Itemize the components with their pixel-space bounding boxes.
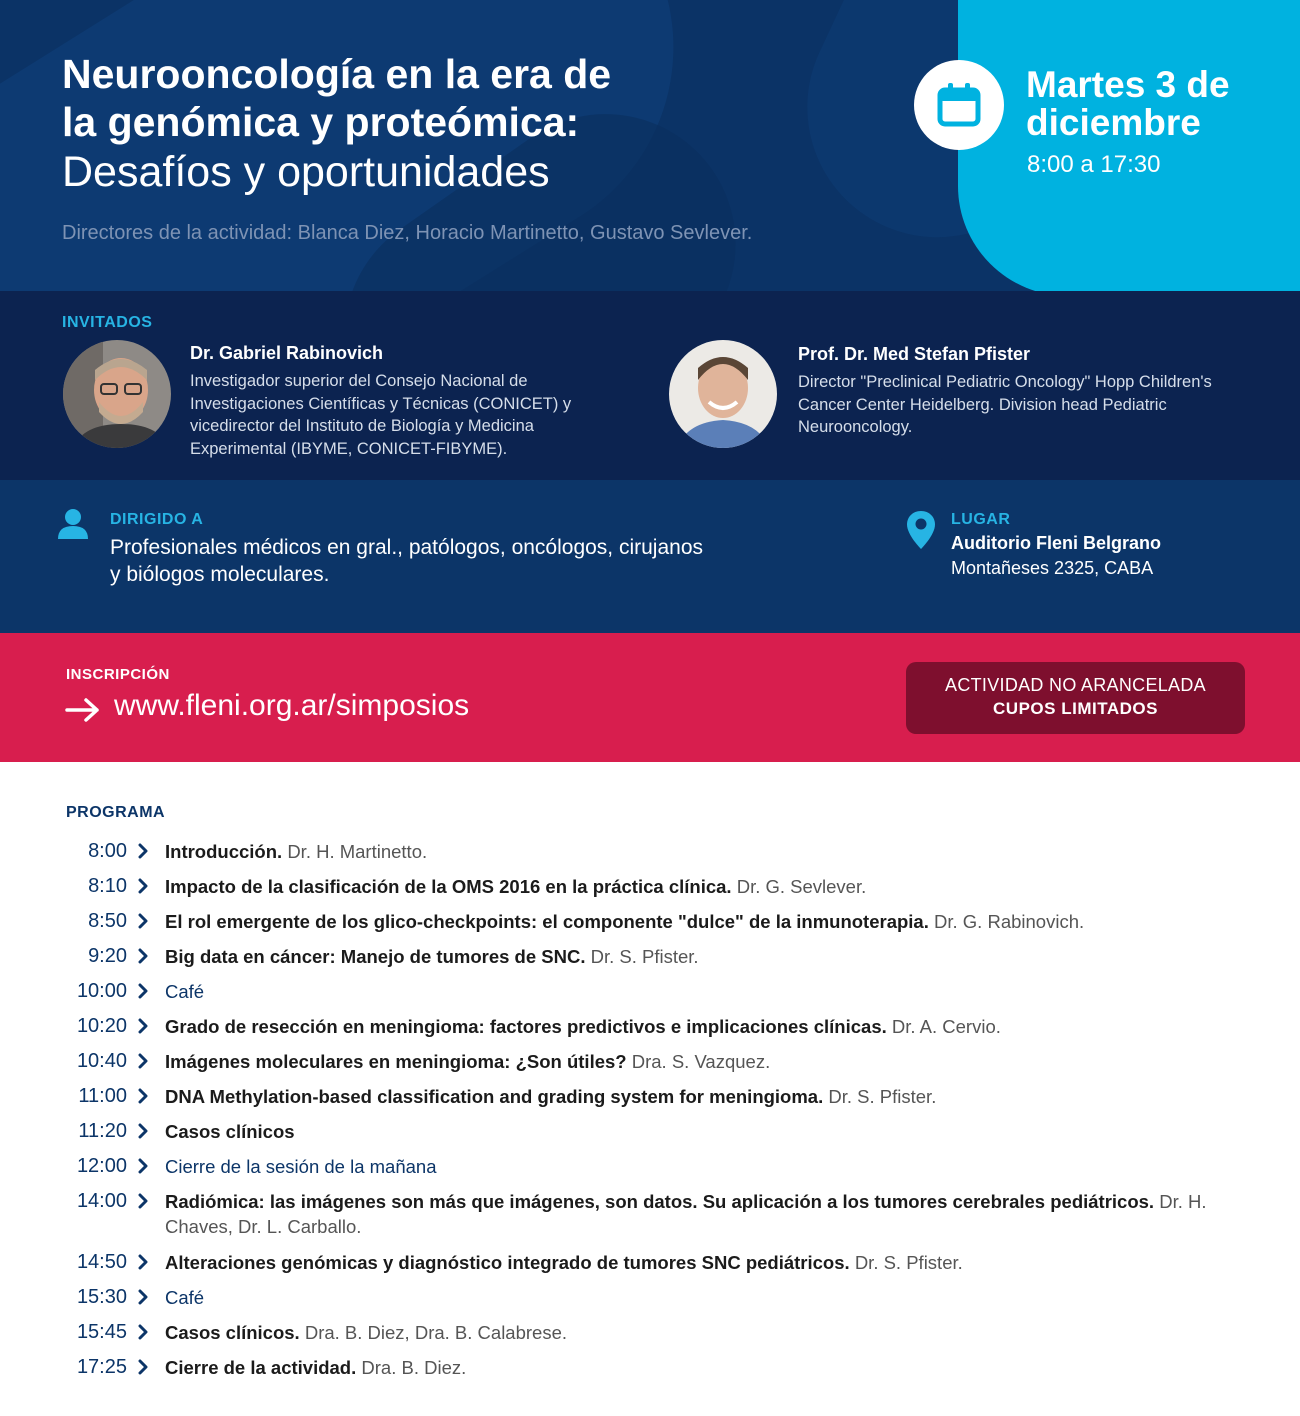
guests-label: INVITADOS: [62, 314, 153, 331]
registration-label: INSCRIPCIÓN: [66, 666, 170, 683]
program-time: 9:20: [88, 945, 127, 967]
program-item: [0, 1247, 1300, 1282]
chevron-right-icon: [127, 1081, 165, 1109]
program-entry: [165, 976, 1245, 1004]
program-item: [0, 1011, 1300, 1046]
program-title: Introducción.: [165, 841, 283, 862]
program-item: [0, 1116, 1300, 1151]
program-item: [0, 906, 1300, 941]
program-title: El rol emergente de los glico-checkpoints: el componente "dulce" de la inmunoterapia.: [165, 911, 929, 932]
guest-description: Investigador superior del Consejo Nacional de Investigaciones Científicas y Técnicas (CONICET) y vicedirector del Instituto de Biología y Medicina Experimental (IBYME, CONICET-FIBYME).: [190, 372, 572, 458]
event-time: 8:00 a 17:30: [1027, 151, 1161, 178]
date-line-2: diciembre: [1026, 102, 1201, 143]
program-speaker: Dr. H. Chaves, Dr. L. Carballo.: [165, 1191, 1207, 1237]
program-entry: [165, 1081, 1245, 1109]
directors-text: Directores de la actividad: Blanca Diez, Horacio Martinetto, Gustavo Sevlever.: [62, 222, 753, 244]
program-entry: [165, 906, 1245, 934]
program-time: 17:25: [76, 1356, 127, 1378]
title-subtitle: Desafíos y oportunidades: [62, 148, 550, 196]
guest-description: Director "Preclinical Pediatric Oncology" Hopp Children's Cancer Center Heidelberg. Division head Pediatric Neurooncology.: [798, 373, 1212, 436]
chevron-right-icon: [127, 941, 165, 969]
program-time: 14:00: [76, 1190, 127, 1212]
program-title: Radiómica: las imágenes son más que imágenes, son datos. Su aplicación a los tumores cerebrales pediátricos.: [165, 1191, 1155, 1212]
title-line-1: Neurooncología en la era de: [62, 51, 612, 97]
header-banner: [0, 0, 1300, 291]
chevron-right-icon: [127, 1116, 165, 1144]
program-time: 15:30: [76, 1286, 127, 1308]
program-entry: [165, 1046, 1245, 1074]
chevron-right-icon: [127, 1011, 165, 1039]
program-title: Imágenes moleculares en meningioma: ¿Son útiles?: [165, 1051, 627, 1072]
avatar: [63, 340, 171, 448]
guest-name: Dr. Gabriel Rabinovich: [190, 343, 384, 363]
avatar: [669, 340, 777, 448]
program-entry: [165, 1186, 1245, 1239]
audience-venue-section: [0, 480, 1300, 633]
chevron-right-icon: [127, 1352, 165, 1380]
program-title: Casos clínicos.: [165, 1322, 300, 1343]
program-item: [0, 941, 1300, 976]
program-item: [0, 1282, 1300, 1317]
registration-section: [0, 633, 1300, 762]
page-title: [62, 50, 822, 196]
program-item: [0, 1352, 1300, 1387]
calendar-badge: [914, 60, 1004, 150]
program-item: [0, 1186, 1300, 1247]
program-entry: [165, 1151, 1245, 1179]
program-speaker: Dra. B. Diez, Dra. B. Calabrese.: [304, 1322, 568, 1343]
program-title: Café: [165, 1287, 205, 1308]
program-title: Big data en cáncer: Manejo de tumores de SNC.: [165, 946, 586, 967]
registration-link[interactable]: www.fleni.org.ar/simposios: [114, 689, 470, 722]
date-line-1: Martes 3 de: [1026, 64, 1230, 105]
location-pin-icon: [906, 510, 936, 550]
program-title: Grado de resección en meningioma: factores predictivos e implicaciones clínicas.: [165, 1016, 887, 1037]
title-line-2: la genómica y proteómica:: [62, 99, 580, 145]
program-speaker: Dr. S. Pfister.: [854, 1252, 963, 1273]
chevron-right-icon: [127, 1186, 165, 1214]
program-speaker: Dr. G. Rabinovich.: [934, 911, 1085, 932]
program-time: 10:40: [76, 1050, 127, 1072]
guests-section: [0, 291, 1300, 480]
chevron-right-icon: [127, 871, 165, 899]
venue-label: LUGAR: [951, 511, 1011, 528]
program-title: Cierre de la sesión de la mañana: [165, 1156, 437, 1177]
guest-photo-pfister: [669, 340, 777, 448]
program-speaker: Dr. S. Pfister.: [828, 1086, 937, 1107]
program-title: Cierre de la actividad.: [165, 1357, 357, 1378]
program-entry: [165, 1352, 1245, 1380]
date-panel: [958, 0, 1300, 291]
guest-name: Prof. Dr. Med Stefan Pfister: [798, 344, 1031, 364]
calendar-icon: [934, 80, 984, 130]
program-time: 15:45: [76, 1321, 127, 1343]
person-icon: [57, 508, 89, 540]
badge-line-1: ACTIVIDAD NO ARANCELADA: [945, 675, 1206, 695]
chevron-right-icon: [127, 906, 165, 934]
program-title: Casos clínicos: [165, 1121, 295, 1142]
audience-label: DIRIGIDO A: [110, 511, 204, 528]
program-time: 10:20: [76, 1015, 127, 1037]
program-speaker: Dra. B. Diez.: [361, 1357, 467, 1378]
chevron-right-icon: [127, 836, 165, 864]
program-entry: [165, 1317, 1245, 1345]
chevron-right-icon: [127, 1317, 165, 1345]
program-title: Impacto de la clasificación de la OMS 2016 en la práctica clínica.: [165, 876, 732, 897]
program-item: [0, 1081, 1300, 1116]
program-entry: [165, 1116, 1245, 1144]
program-label: PROGRAMA: [66, 804, 166, 821]
chevron-right-icon: [127, 976, 165, 1004]
program-time: 10:00: [76, 980, 127, 1002]
program-time: 11:00: [78, 1085, 127, 1107]
program-speaker: Dr. G. Sevlever.: [736, 876, 867, 897]
program-time: 14:50: [76, 1251, 127, 1273]
program-entry: [165, 1282, 1245, 1310]
program-title: Café: [165, 981, 205, 1002]
chevron-right-icon: [127, 1247, 165, 1275]
program-entry: [165, 871, 1245, 899]
program-time: 8:00: [88, 840, 127, 862]
program-item: [0, 871, 1300, 906]
program-speaker: Dr. H. Martinetto.: [287, 841, 428, 862]
program-time: 8:50: [88, 910, 127, 932]
venue-name: Auditorio Fleni Belgrano: [951, 533, 1161, 553]
guest-photo-rabinovich: [63, 340, 171, 448]
program-item: [0, 1317, 1300, 1352]
free-activity-badge: [906, 662, 1245, 734]
program-title: Alteraciones genómicas y diagnóstico integrado de tumores SNC pediátricos.: [165, 1252, 850, 1273]
venue-address: Montañeses 2325, CABA: [951, 558, 1154, 578]
program-item: [0, 1046, 1300, 1081]
program-speaker: Dra. S. Vazquez.: [631, 1051, 771, 1072]
program-time: 12:00: [76, 1155, 127, 1177]
program-entry: [165, 1247, 1245, 1275]
chevron-right-icon: [127, 1151, 165, 1179]
arrow-right-icon: [65, 697, 101, 723]
chevron-right-icon: [127, 1046, 165, 1074]
program-speaker: Dr. S. Pfister.: [590, 946, 699, 967]
program-list: [0, 836, 1300, 1387]
event-date: [1026, 66, 1230, 142]
chevron-right-icon: [127, 1282, 165, 1310]
program-title: DNA Methylation-based classification and grading system for meningioma.: [165, 1086, 824, 1107]
program-speaker: Dr. A. Cervio.: [891, 1016, 1001, 1037]
program-entry: [165, 941, 1245, 969]
badge-line-2: CUPOS LIMITADOS: [993, 699, 1158, 718]
program-entry: [165, 836, 1245, 864]
program-time: 11:20: [78, 1120, 127, 1142]
program-item: [0, 976, 1300, 1011]
program-item: [0, 1151, 1300, 1186]
audience-text: Profesionales médicos en gral., patólogos, oncólogos, cirujanos y biólogos moleculares.: [110, 536, 704, 586]
program-time: 8:10: [88, 875, 127, 897]
program-entry: [165, 1011, 1245, 1039]
program-item: [0, 836, 1300, 871]
